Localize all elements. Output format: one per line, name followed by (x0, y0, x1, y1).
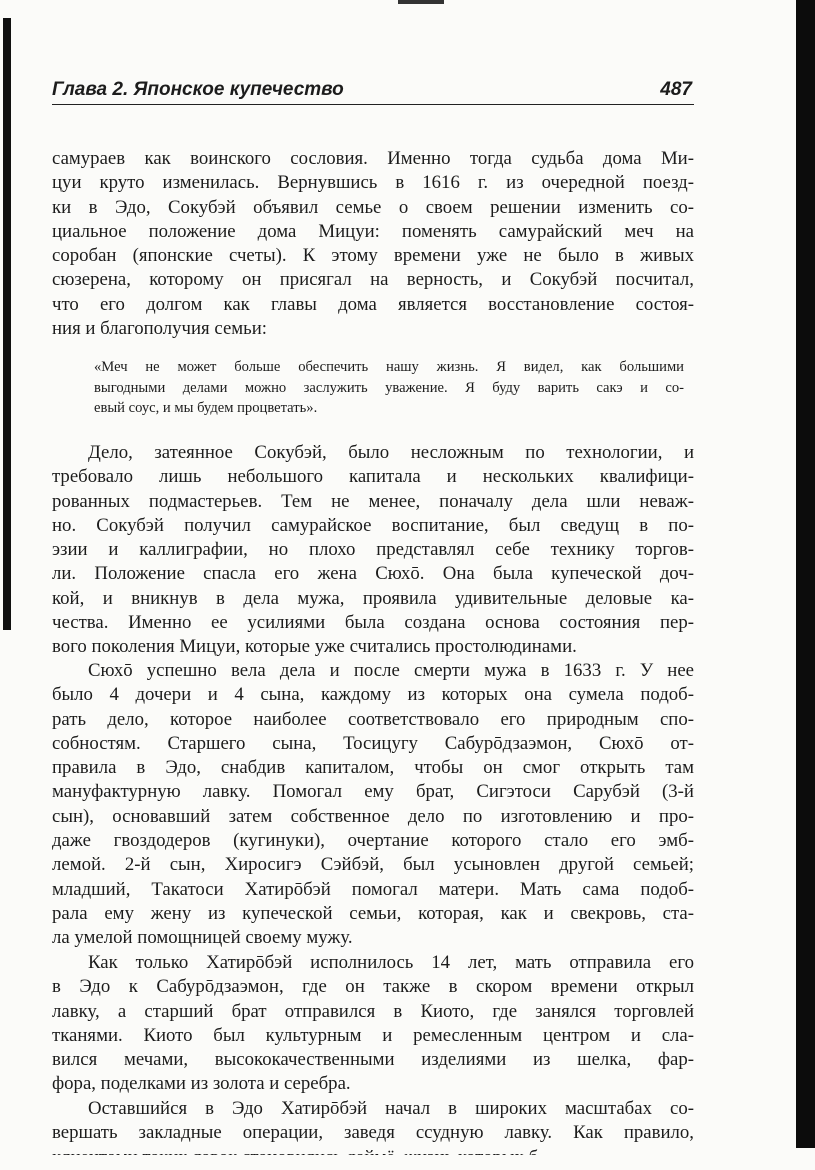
page-bottom-edge (0, 1155, 815, 1167)
text-line: сюзерена, которому он присягал на верность, и Сокубэй посчитал, (52, 269, 694, 291)
text-line: Оставшийся в Эдо Хатирōбэй начал в широких масштабах со- (88, 1098, 694, 1119)
paragraph-2 (52, 441, 694, 660)
text-line: мануфактурную лавку. Помогал ему брат, Сигэтоси Сарубэй (3-й (52, 781, 694, 803)
page-number: 487 (660, 79, 692, 100)
quote-line: выгодными делами можно заслужить уважение. Я буду варить сакэ и со- (94, 379, 684, 396)
text-line: кой, и вникнув в дела мужа, проявила удивительные деловые ка- (52, 587, 694, 609)
text-line: младший, Такатоси Хатирōбэй помогал матери. Мать сама подоб- (52, 878, 694, 900)
text-line: самураев как воинского сословия. Именно тогда судьба дома Ми- (52, 148, 694, 169)
text-line: фора, поделками из золота и серебра. (52, 1073, 351, 1095)
scan-edge-left (3, 18, 11, 630)
text-line: цуи круто изменилась. Вернувшись в 1616 г. из очередной поезд- (52, 172, 694, 194)
text-line: эзии и каллиграфии, но плохо представлял себе технику торгов- (52, 539, 694, 561)
running-title: Глава 2. Японское купечество (52, 79, 344, 100)
scan-mark-top (398, 0, 444, 4)
text-line: Сюхō успешно вела дела и после смерти мужа в 1633 г. У нее (88, 660, 694, 681)
text-line: вого поколения Мицуи, которые уже считались простолюдинами. (52, 636, 577, 658)
text-line: лавку, а старший брат отправился в Киото, где занялся торговлей (52, 1000, 694, 1022)
text-line: чества. Именно ее усилиями была создана основа состояния пер- (52, 612, 694, 634)
quote-line: «Меч не может больше обеспечить нашу жизнь. Я видел, как большими (94, 359, 684, 375)
text-line: правила в Эдо, снабдив капиталом, чтобы он смог открыть там (52, 757, 694, 779)
text-line: но. Сокубэй получил самурайское воспитание, был сведущ в по- (52, 514, 694, 536)
text-line: требовало лишь небольшого капитала и нескольких квалифици- (52, 466, 694, 488)
quote-line: евый соус, и мы будем процветать». (94, 400, 318, 417)
text-line: было 4 дочери и 4 сына, каждому из которых она сумела подоб- (52, 684, 694, 706)
text-line: циальное положение дома Мицуи: поменять самурайский меч на (52, 220, 694, 242)
text-line: собностям. Старшего сына, Тосицугу Сабурōдзаэмон, Сюхō от- (52, 732, 694, 754)
text-line: что его долгом как главы дома является восстановление состоя- (52, 293, 694, 315)
scan-edge-right (796, 0, 815, 1148)
text-line: в Эдо к Сабурōдзаэмон, где он также в скором времени открыл (52, 976, 694, 998)
text-line: тканями. Киото был культурным и ремесленным центром и сла- (52, 1024, 694, 1046)
text-line: ки в Эдо, Сокубэй объявил семье о своем решении изменить со- (52, 196, 694, 218)
text-line: сын), основавший затем собственное дело по изготовлению и про- (52, 805, 694, 827)
text-line: ния и благополучия семьи: (52, 318, 268, 340)
block-quote (94, 357, 684, 419)
text-line: рать дело, которое наиболее соответствовало его природным спо- (52, 708, 694, 730)
page-header (52, 78, 694, 105)
paragraph-1 (52, 147, 694, 341)
text-line: соробан (японские счеты). К этому времени уже не было в живых (52, 245, 694, 267)
text-line: рованных подмастерьев. Тем не менее, поначалу дела шли неваж- (52, 490, 694, 512)
text-line: Как только Хатирōбэй исполнилось 14 лет, мать отправила его (88, 952, 694, 973)
text-line: рала ему жену из купеческой семьи, которая, как и свекровь, ста- (52, 902, 694, 924)
paragraph-3 (52, 659, 694, 951)
text-line: вился мечами, высококачественными изделиями из шелка, фар- (52, 1049, 694, 1071)
text-line: лемой. 2-й сын, Хиросигэ Сэйбэй, был усыновлен другой семьей; (52, 854, 694, 876)
text-line: ли. Положение спасла его жена Сюхō. Она была купеческой доч- (52, 563, 694, 585)
text-line: вершать закладные операции, заведя ссудную лавку. Как правило, (52, 1122, 694, 1144)
paragraph-4 (52, 951, 694, 1097)
text-line: ла умелой помощницей своему мужу. (52, 927, 353, 949)
text-line: даже гвоздодеров (кугинуки), очертание которого стало его эмб- (52, 830, 694, 852)
text-line: Дело, затеянное Сокубэй, было несложным по технологии, и (88, 442, 694, 463)
